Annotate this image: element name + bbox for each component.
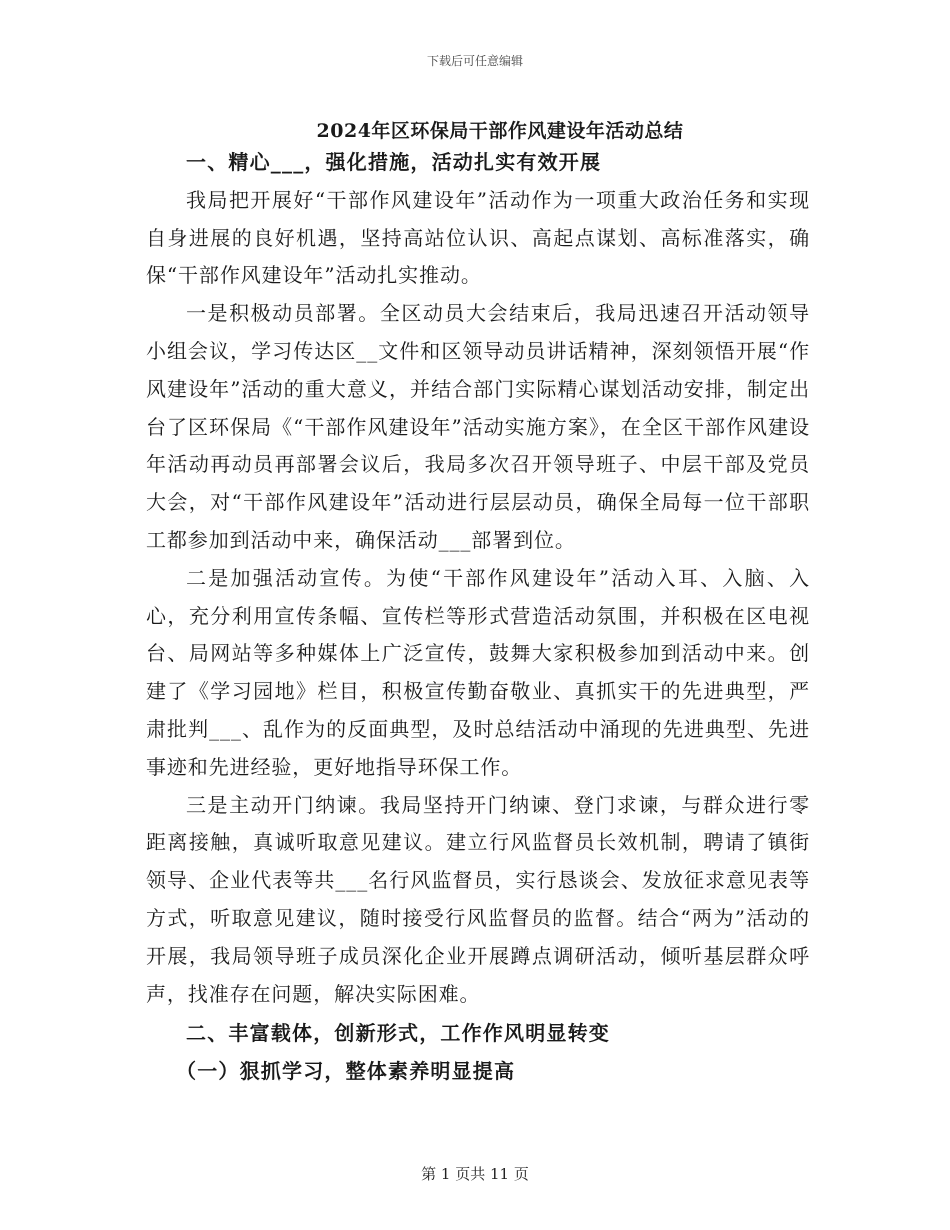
subsection-heading-1: （一）狠抓学习，整体素养明显提高 bbox=[176, 1059, 516, 1084]
section-heading-2: 二、丰富载体，创新形式，工作作风明显转变 bbox=[186, 1021, 610, 1046]
paragraph-advice: 三是主动开门纳谏。我局坚持开门纳谏、登门求谏，与群众进行零距离接触，真诚听取意见建议。建立行风监督员长效机制，聘请了镇街领导、企业代表等共___名行风监督员，实行恳谈会、发放征求意见表等方式，听取意见建议，随时接受行风监督员的监督。结合“两为”活动的开展，我局领导班子成员深化企业开展蹲点调研活动，倾听基层群众呼声，找准存在问题，解决实际困难。 bbox=[146, 792, 810, 1006]
page-header-note: 下载后可任意编辑 bbox=[426, 54, 523, 68]
paragraph-publicity: 二是加强活动宣传。为使“干部作风建设年”活动入耳、入脑、入心，充分利用宣传条幅、宣传栏等形式营造活动氛围，并积极在区电视台、局网站等多种媒体上广泛宣传，鼓舞大家积极参加到活动中来。创建了《学习园地》栏目，积极宣传勤奋敬业、真抓实干的先进典型，严肃批判___、乱作为的反面典型，及时总结活动中涌现的先进典型、先进事迹和先进经验，更好地指导环保工作。 bbox=[146, 565, 810, 779]
paragraph-mobilization: 一是积极动员部署。全区动员大会结束后，我局迅速召开活动领导小组会议，学习传达区__文件和区领导动员讲话精神，深刻领悟开展“作风建设年”活动的重大意义，并结合部门实际精心谋划活动安排，制定出台了区环保局《“干部作风建设年”活动实施方案》，在全区干部作风建设年活动再动员再部署会议后，我局多次召开领导班子、中层干部及党员大会，对“干部作风建设年”活动进行层层动员，确保全局每一位干部职工都参加到活动中来，确保活动___部署到位。 bbox=[146, 301, 810, 552]
page-number: 第 1 页共 11 页 bbox=[421, 1165, 529, 1183]
paragraph-intro: 我局把开展好“干部作风建设年”活动作为一项重大政治任务和实现自身进展的良好机遇，坚持高站位认识、高起点谋划、高标准落实，确保“干部作风建设年”活动扎实推动。 bbox=[146, 187, 810, 288]
document-body bbox=[146, 144, 810, 1091]
section-heading-1: 一、精心___，强化措施，活动扎实有效开展 bbox=[186, 150, 602, 174]
document-title: 2024年区环保局干部作风建设年活动总结 bbox=[316, 120, 684, 142]
